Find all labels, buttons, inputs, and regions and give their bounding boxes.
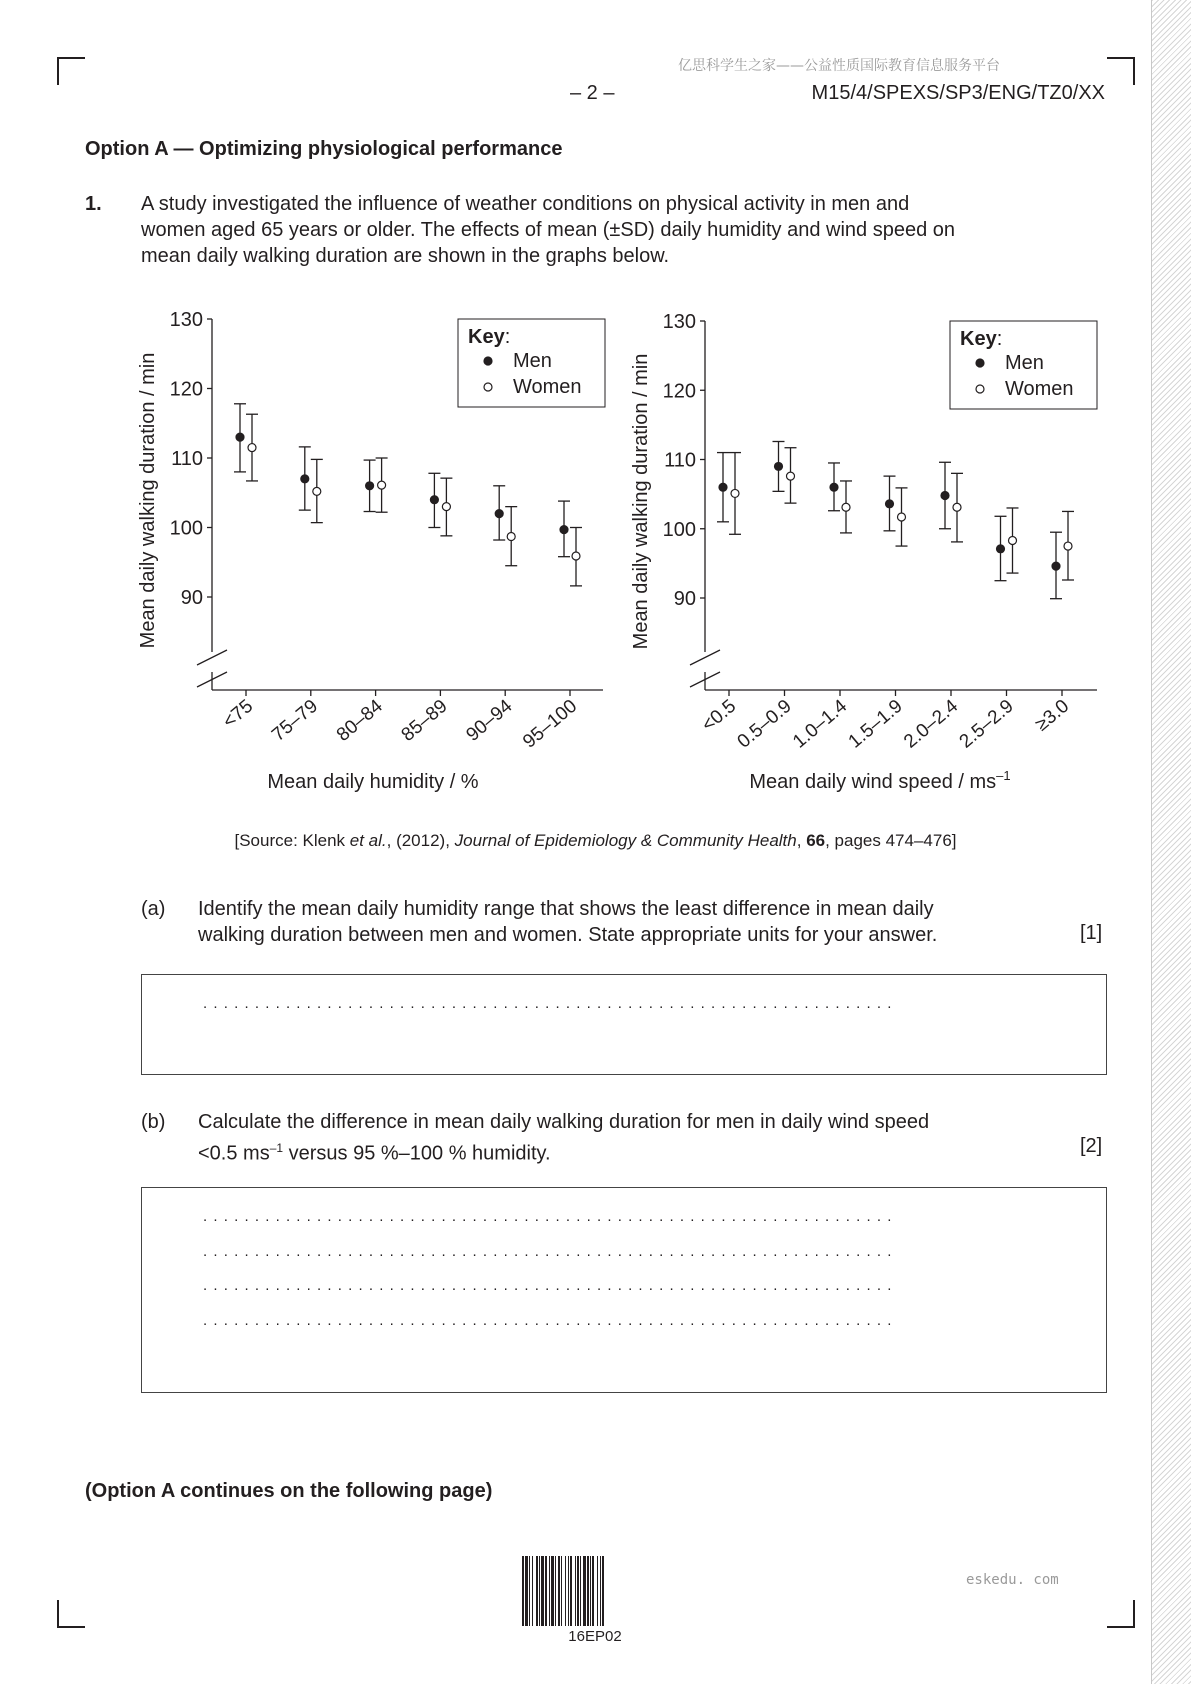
barcode-bar xyxy=(555,1556,556,1626)
y-tick-label: 100 xyxy=(169,517,203,540)
axis-break-mark xyxy=(690,650,720,665)
legend-marker-men xyxy=(976,359,984,367)
data-point-women xyxy=(731,489,739,497)
barcode-bar xyxy=(568,1556,569,1626)
source-etal: et al. xyxy=(349,831,387,850)
y-axis-label: Mean daily walking duration / min xyxy=(630,353,652,650)
part-b-label: (b) xyxy=(141,1111,166,1133)
y-axis-label: Mean daily walking duration / min xyxy=(137,352,159,649)
legend-title xyxy=(468,326,510,348)
part-a-text xyxy=(198,896,937,948)
barcode-bar xyxy=(536,1556,538,1626)
y-tick-label: 100 xyxy=(662,518,696,541)
source-citation xyxy=(0,831,1191,851)
legend-title-key: Key xyxy=(960,328,997,350)
data-point-men xyxy=(366,482,374,490)
x-tick-label: 95–100 xyxy=(519,695,582,753)
data-point-women xyxy=(572,552,580,560)
barcode-bar xyxy=(539,1556,540,1626)
crop-mark-bottom-right xyxy=(1107,1600,1135,1628)
answer-box-a[interactable] xyxy=(141,974,1107,1075)
part-b-line-2-post: versus 95 %–100 % humidity. xyxy=(283,1142,551,1165)
y-tick-label: 110 xyxy=(171,448,203,470)
x-tick-label: 2.5–2.9 xyxy=(955,695,1018,753)
data-point-women xyxy=(248,444,256,452)
data-point-men xyxy=(430,496,438,504)
legend-marker-women xyxy=(976,385,984,393)
barcode-label: 16EP02 xyxy=(568,1628,622,1645)
data-point-men xyxy=(1052,562,1060,570)
source-volume: 66 xyxy=(806,831,826,850)
data-point-women xyxy=(1009,537,1017,545)
barcode-bar xyxy=(565,1556,566,1626)
data-point-men xyxy=(719,483,727,491)
y-tick-label: 130 xyxy=(169,309,203,331)
x-tick-label: 80–84 xyxy=(332,695,387,746)
x-tick-label: ≥3.0 xyxy=(1031,695,1074,736)
barcode-bar xyxy=(545,1556,547,1626)
intro-line: mean daily walking duration are shown in the graphs below. xyxy=(141,245,670,267)
answer-line[interactable]: ................................................................... xyxy=(203,1312,898,1329)
source-suffix: , pages 474–476] xyxy=(825,831,957,850)
legend-marker-men xyxy=(484,357,492,365)
data-point-men xyxy=(830,483,838,491)
part-a-marks: [1] xyxy=(1080,922,1103,944)
barcode-bar xyxy=(532,1556,533,1626)
data-point-men xyxy=(997,545,1005,553)
crop-mark-top-right xyxy=(1107,57,1135,85)
answer-box-b[interactable] xyxy=(141,1187,1107,1393)
source-prefix: [Source: Klenk xyxy=(234,831,350,850)
legend-label: Men xyxy=(1005,352,1044,374)
answer-line[interactable]: ................................................................... xyxy=(203,995,898,1012)
x-tick-label: 90–94 xyxy=(462,695,517,746)
data-point-men xyxy=(301,475,309,483)
part-b-line-1: Calculate the difference in mean daily walking duration for men in daily wind speed xyxy=(198,1111,930,1133)
legend-title-colon: : xyxy=(996,328,1003,350)
page-number: – 2 – xyxy=(570,82,615,104)
continues-note: (Option A continues on the following page) xyxy=(85,1480,493,1502)
x-axis-label: Mean daily humidity / % xyxy=(267,771,479,793)
data-point-women xyxy=(842,503,850,511)
legend-label: Women xyxy=(1005,378,1074,400)
barcode-bar xyxy=(583,1556,586,1626)
x-axis-label: Mean daily wind speed / $ms^{-1}$ xyxy=(749,768,1011,793)
y-tick-label: 130 xyxy=(662,311,696,333)
answer-line[interactable]: ................................................................... xyxy=(203,1243,898,1260)
data-point-men xyxy=(236,433,244,441)
source-sep: , xyxy=(796,831,807,850)
wind-speed-chart xyxy=(620,300,1120,800)
y-tick-label: 120 xyxy=(169,378,203,401)
legend-title xyxy=(960,328,1002,350)
barcode-bar xyxy=(570,1556,572,1626)
x-tick-label: <0.5 xyxy=(697,695,741,736)
crop-mark-bottom-left xyxy=(57,1600,85,1628)
watermark-bottom: eskedu. com xyxy=(966,1572,1059,1588)
question-number: 1. xyxy=(85,193,102,215)
barcode-bar xyxy=(580,1556,581,1626)
section-title: Option A — Optimizing physiological performance xyxy=(85,138,563,160)
y-tick-label: 90 xyxy=(673,588,696,610)
barcode-bar xyxy=(587,1556,589,1626)
answer-line[interactable]: ................................................................... xyxy=(203,1277,898,1294)
crop-mark-top-left xyxy=(57,57,85,85)
barcode-bar xyxy=(590,1556,591,1626)
answer-line[interactable]: ................................................................... xyxy=(203,1208,898,1225)
x-tick-label: <75 xyxy=(219,695,258,733)
source-journal: Journal of Epidemiology & Community Health xyxy=(454,831,797,850)
part-a-line: walking duration between men and women. State appropriate units for your answer. xyxy=(198,924,938,946)
question-intro xyxy=(141,191,955,269)
x-tick-label: 1.0–1.4 xyxy=(789,695,852,753)
barcode-bar xyxy=(561,1556,562,1626)
data-point-men xyxy=(495,510,503,518)
part-a-line: Identify the mean daily humidity range that shows the least difference in mean daily xyxy=(198,898,934,920)
data-point-women xyxy=(378,481,386,489)
barcode-bar xyxy=(602,1556,604,1626)
barcode-bar xyxy=(529,1556,530,1626)
part-b-text xyxy=(198,1109,929,1167)
barcode-bar xyxy=(597,1556,598,1626)
barcode-bar xyxy=(577,1556,579,1626)
legend-label: Men xyxy=(513,350,552,372)
barcode-bar xyxy=(551,1556,554,1626)
part-a-label: (a) xyxy=(141,898,166,920)
legend-marker-women xyxy=(484,383,492,391)
barcode-bar xyxy=(541,1556,544,1626)
watermark-top: 亿思科学生之家——公益性质国际教育信息服务平台 xyxy=(678,58,1000,74)
data-point-women xyxy=(1064,542,1072,550)
barcode xyxy=(522,1556,668,1626)
data-point-men xyxy=(560,526,568,534)
humidity-chart xyxy=(120,300,620,800)
barcode-bar xyxy=(525,1556,528,1626)
part-b-marks: [2] xyxy=(1080,1135,1103,1157)
x-tick-label: 85–89 xyxy=(397,695,452,746)
barcode-bar xyxy=(575,1556,576,1626)
data-point-women xyxy=(313,487,321,495)
data-point-women xyxy=(953,503,961,511)
y-tick-label: 110 xyxy=(664,449,696,472)
legend-title-colon: : xyxy=(504,326,511,348)
part-b-line-2-pre: <0.5 ms xyxy=(198,1142,270,1165)
barcode-bar xyxy=(600,1556,601,1626)
data-point-women xyxy=(898,513,906,521)
data-point-men xyxy=(941,492,949,500)
x-tick-label: 0.5–0.9 xyxy=(733,695,796,753)
barcode-bar xyxy=(592,1556,594,1626)
source-mid: , (2012), xyxy=(386,831,455,850)
x-axis-label-superscript: –1 xyxy=(996,768,1011,783)
data-point-women xyxy=(787,472,795,480)
barcode-bar xyxy=(522,1556,524,1626)
barcode-bar xyxy=(549,1556,550,1626)
axis-break-mark xyxy=(197,650,227,665)
part-b-line-2 xyxy=(198,1135,929,1167)
data-point-men xyxy=(886,500,894,508)
intro-line: A study investigated the influence of weather conditions on physical activity in men and xyxy=(141,193,910,215)
barcode-bar xyxy=(558,1556,560,1626)
data-point-women xyxy=(442,503,450,511)
part-b-line-2-sup: –1 xyxy=(269,1141,284,1155)
y-tick-label: 90 xyxy=(180,587,203,609)
data-point-men xyxy=(775,462,783,470)
intro-line: women aged 65 years or older. The effects of mean (±SD) daily humidity and wind speed on xyxy=(141,219,956,241)
x-tick-label: 75–79 xyxy=(268,695,323,746)
paper-code: M15/4/SPEXS/SP3/ENG/TZ0/XX xyxy=(811,82,1105,104)
x-tick-label: 2.0–2.4 xyxy=(900,695,963,753)
x-tick-label: 1.5–1.9 xyxy=(844,695,907,753)
y-tick-label: 120 xyxy=(662,380,696,403)
data-point-women xyxy=(507,533,515,541)
legend-title-key: Key xyxy=(468,326,505,348)
legend-label: Women xyxy=(513,376,582,398)
